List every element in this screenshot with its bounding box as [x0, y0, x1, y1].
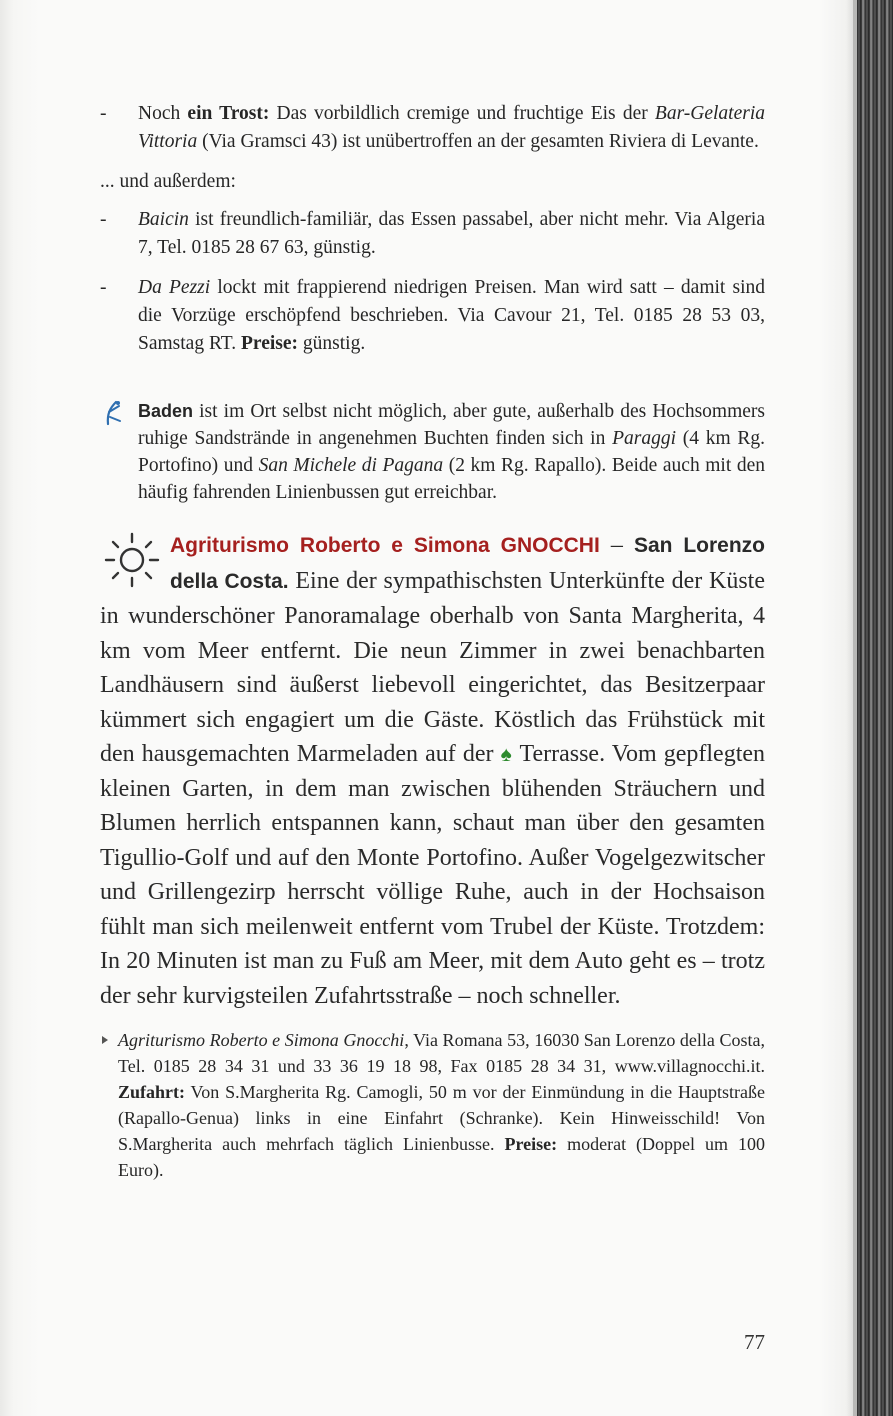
baden-label: Baden: [138, 401, 194, 421]
feature-title: Agriturismo Roberto e Simona GNOCCHI: [170, 534, 600, 557]
spade-icon: ♠: [500, 742, 513, 766]
section-heading: ... und außerdem:: [100, 171, 236, 192]
triangle-marker-icon: [102, 1036, 108, 1044]
place-paraggi: Paraggi: [612, 428, 676, 449]
feature-agriturismo: Agriturismo Roberto e Simona GNOCCHI – San Lorenzo della Costa. Eine der sympathischsten Unterkünfte der Küste in wunderschöner Panoramalage oberhalb von Santa Margherita, 4 km vom Meer entfernt. Die neun Zimmer in zwei benachbarten Landhäusern sind äußerst liebevoll eingerichtet, das Besitzerpaar kümmert sich engagiert um die Gäste. Köstlich das Frühstück mit den hausgemachten Marmeladen auf der ♠ Terrasse. Vom gepflegten kleinen Garten, in dem man zwischen blühenden Sträuchern und Blumen herrlich entspannen kann, schaut man über den gesamten Tigullio-Golf und auf den Monte Portofino. Außer Vogelgezwitscher und Grillengezirp herrscht völlige Ruhe, auch in der Hochsaison fühlt man sich meilenweit entfernt vom Trubel der Küste. Trotzdem: In 20 Minuten ist man zu Fuß am Meer, mit dem Auto geht es – trotz der sehr kurvigsteilen Zufahrtsstraße – noch schneller.: [100, 532, 766, 1009]
venue-name: Baicin: [138, 209, 189, 230]
bullet-bold-lead: ein Trost:: [187, 103, 270, 124]
venue-name: Bar-Gelateria Vittoria: [138, 103, 765, 152]
price-label: Preise:: [504, 1134, 558, 1154]
bullet-gelateria: - Noch ein Trost: Das vorbildlich cremige und fruchtige Eis der Bar-Gelateria Vittoria (Via Gramsci 43) ist unübertroffen an der gesamten Riviera di Levante.: [100, 100, 765, 156]
directions-label: Zufahrt:: [118, 1082, 185, 1102]
venue-name: Da Pezzi: [138, 277, 211, 298]
place-san-michele: San Michele di Pagana: [258, 455, 444, 476]
bullet-da-pezzi: - Da Pezzi lockt mit frappierend niedrigen Preisen. Man wird satt – damit sind die Vorzüge erschöpfend beschrieben. Via Cavour 21, Tel. 0185 28 53 03, Samstag RT. Preise: günstig.: [100, 274, 765, 358]
feature-place: San Lorenzo della Costa.: [170, 534, 766, 593]
sun-icon: [98, 530, 170, 592]
contact-info: Agriturismo Roberto e Simona Gnocchi, Via Romana 53, 16030 San Lorenzo della Costa, Tel. 0185 28 34 31 und 33 36 19 18 98, Fax 0185 28 34 31, www.villagnocchi.it. Zufahrt: Von S.Margherita Rg. Camogli, 50 m vor der Einmündung in die Hauptstraße (Rapallo-Genua) links in eine Einfahrt (Schranke). Kein Hinweisschild! Von S.Margherita auch mehrfach täglich Linienbusse. Preise: moderat (Doppel um 100 Euro).: [100, 1027, 765, 1183]
swimmer-icon: [102, 400, 124, 428]
baden-paragraph: Baden ist im Ort selbst nicht möglich, aber gute, außerhalb des Hochsommers ruhige Sandstrände in angenehmen Buchten finden sich in Paraggi (4 km Rg. Portofino) und San Michele di Pagana (2 km Rg. Rapallo). Beide auch mit den häufig fahrenden Linienbussen gut erreichbar.: [100, 398, 765, 506]
price-label: Preise:: [241, 333, 299, 354]
page-number: 77: [744, 1330, 765, 1354]
info-venue-name: Agriturismo Roberto e Simona Gnocchi: [118, 1030, 405, 1050]
bullet-baicin: - Baicin ist freundlich-familiär, das Essen passabel, aber nicht mehr. Via Algeria 7, Tel. 0185 28 67 63, günstig.: [100, 206, 765, 262]
page-content: [100, 100, 765, 1183]
book-binding: [857, 0, 893, 1416]
